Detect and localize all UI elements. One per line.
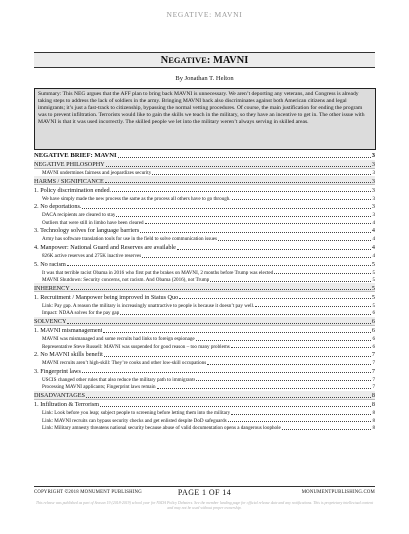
toc-page-number: 6 — [372, 343, 375, 350]
toc-page-number: 3 — [371, 152, 375, 159]
toc-entry[interactable] — [34, 343, 375, 350]
toc-leader-dots — [118, 157, 371, 158]
toc-leader-dots — [82, 372, 371, 373]
toc-leader-dots — [112, 191, 371, 192]
title-smallcaps: EGATIVE — [168, 55, 207, 65]
toc-entry[interactable] — [34, 260, 375, 268]
toc-page-number: 4 — [372, 253, 375, 259]
toc-entry-title: MAVNI recruits aren’t high-skill: They’re cooks and other low-skill occupations — [42, 360, 207, 367]
toc-entry[interactable] — [34, 160, 375, 168]
toc-leader-dots — [207, 364, 371, 365]
toc-leader-dots — [228, 421, 372, 422]
toc-entry[interactable] — [34, 417, 375, 424]
toc-entry[interactable] — [34, 235, 375, 242]
toc-entry[interactable] — [34, 409, 375, 416]
toc-leader-dots — [106, 166, 371, 167]
toc-entry[interactable] — [34, 359, 375, 366]
toc-leader-dots — [86, 397, 371, 398]
toc-page-number: 5 — [371, 293, 375, 301]
toc-page-number: 5 — [372, 302, 375, 309]
toc-leader-dots — [103, 332, 370, 333]
toc-leader-dots — [82, 208, 370, 209]
document-title — [34, 52, 375, 68]
toc-entry-title: 3. Technology solves for language barriers — [34, 227, 140, 235]
toc-leader-dots — [274, 273, 371, 274]
toc-entry[interactable] — [34, 309, 375, 316]
toc-entry-title: INHERENCY — [34, 284, 70, 292]
toc-entry-title: 826K active reserves and 275K inactive reserves — [42, 253, 142, 259]
toc-leader-dots — [67, 265, 371, 266]
toc-page-number: 3 — [372, 170, 375, 176]
toc-entry[interactable] — [34, 391, 375, 399]
toc-leader-dots — [196, 340, 372, 341]
toc-page-number: 7 — [372, 376, 375, 383]
toc-entry-title: We have simply made the new process the same as the process all others have to go through. — [42, 195, 231, 202]
toc-page-number: 4 — [371, 227, 375, 235]
toc-entry-title: It was that terrible racist Obama in 2016 who first put the brakes on MAVNI, 2 months before Trump was elected — [42, 269, 274, 276]
toc-entry-title: 4. Manpower: National Guard and Reserves are available — [34, 244, 176, 251]
toc-entry-title: HARMS / SIGNIFICANCE — [34, 177, 104, 185]
toc-page-number: 8 — [372, 417, 375, 424]
toc-entry-title: 5. No racism — [34, 260, 66, 268]
toc-page-number: 7 — [372, 384, 375, 391]
toc-entry[interactable] — [34, 202, 375, 210]
toc-leader-dots — [142, 257, 371, 258]
toc-entry[interactable] — [34, 276, 375, 283]
toc-entry-title: Link: MAVNI recruits can bypass security checks and get enlisted despite DoD safeguards — [42, 417, 227, 424]
toc-page-number: 4 — [372, 219, 375, 226]
footer-website: MONUMENTPUBLISHING.COM — [301, 490, 375, 495]
toc-page-number: 8 — [371, 392, 375, 399]
toc-page-number: 7 — [372, 360, 375, 367]
toc-entry-title: MAVNI was mismanaged and some recruits had links to foreign espionage — [42, 336, 195, 342]
toc-entry-title: 1. Recruitment / Manpower being improved in Status Quo — [34, 293, 179, 301]
toc-page-number: 3 — [371, 161, 375, 168]
toc-leader-dots — [140, 232, 371, 233]
toc-leader-dots — [218, 240, 371, 241]
toc-page-number: 4 — [371, 244, 375, 251]
toc-entry-title: Impact: NDAA solves for the pay gap — [42, 310, 120, 317]
toc-page-number: 8 — [372, 410, 375, 416]
toc-entry-title: 2. No deportations. — [34, 203, 82, 211]
toc-entry[interactable] — [34, 226, 375, 234]
toc-entry-title: MAVNI Shutdown: Security concerns, not racism. And Obama (2016), not Trump — [42, 277, 210, 284]
toc-entry-title: Link: Pay gap. A reason the military is increasingly unattractive to people is because it doesn’t pay well. — [42, 302, 255, 309]
toc-entry-title: 1. Policy discrimination ended. — [34, 186, 112, 194]
toc-entry-title: DISADVANTAGES — [34, 392, 85, 399]
copyright-notice: This release was published as part of Season 19 (2018-2019) school year for NSDA Policy Debaters. See the member landing page for official release date and any notifications. This is proprietary intellectual content and may not be used without proper ownership. — [35, 501, 374, 510]
toc-page-number: 7 — [371, 367, 375, 375]
summary-box: Summary: This NEG argues that the AFF plan to bring back MAVNI is unnecessary. We aren’t deporting any veterans, and Congress is already taking steps to address the lack of soldiers in the army. Bringing MAVNI back also discriminates against both American citizens and legal immigrants; it’s just a fast-track to citizenship, bypassing the normal vetting procedures. Of course, the main justification for ending the program was to prevent infiltration. Terrorists would like to gain the skills we teach in the military, so they have an incentive to get in. The other issue with MAVNI is that it was used incorrectly. The skilled people we let into the military weren’t always serving in skilled areas. — [34, 88, 376, 150]
toc-leader-dots — [210, 281, 371, 282]
toc-entry[interactable] — [34, 302, 375, 309]
toc-entry-title: 2. No MAVNI skills benefit — [34, 351, 103, 359]
toc-entry[interactable] — [34, 400, 375, 408]
toc-leader-dots — [232, 199, 372, 200]
toc-entry-title: SOLVENCY — [34, 318, 67, 325]
toc-page-number: 5 — [371, 260, 375, 268]
footer-rule — [34, 486, 375, 487]
toc-leader-dots — [282, 429, 372, 430]
toc-page-number: 5 — [372, 277, 375, 284]
toc-leader-dots — [231, 414, 371, 415]
toc-entry-title: 3. Fingerprint laws — [34, 367, 81, 375]
running-header: NEGATIVE: MAVNI — [166, 10, 243, 19]
toc-page-number: 5 — [372, 269, 375, 276]
toc-page-number: 6 — [371, 327, 375, 334]
toc-entry-title: Representative Steve Russell: MAVNI was suspended for good reason – too many problems — [42, 343, 230, 350]
toc-leader-dots — [71, 289, 371, 290]
toc-entry-title: Outliers that were still in limbo have been cleared — [42, 219, 144, 226]
toc-page-number: 6 — [371, 318, 375, 325]
footer-page-number: PAGE 1 OF 14 — [177, 488, 232, 497]
toc-entry[interactable] — [34, 335, 375, 342]
toc-page-number: 5 — [371, 284, 375, 292]
toc-leader-dots — [231, 347, 372, 348]
toc-entry[interactable] — [34, 177, 375, 185]
toc-entry-title: Processing MAVNI applicants; Fingerprint laws remain — [42, 384, 156, 391]
toc-entry[interactable] — [34, 350, 375, 358]
toc-entry[interactable] — [34, 293, 375, 301]
toc-entry[interactable] — [34, 367, 375, 375]
toc-entry-title: USCIS changed other rules that also reduce the military path to immigrants — [42, 376, 196, 383]
toc-entry-title: Link: Look before you leap; subject people to screening before letting them into the military — [42, 410, 231, 416]
toc-leader-dots — [152, 174, 371, 175]
toc-page-number: 4 — [372, 236, 375, 243]
title-suffix: : MAVNI — [206, 55, 249, 66]
toc-entry[interactable] — [34, 243, 375, 251]
toc-entry[interactable] — [34, 269, 375, 276]
toc-entry-title: DACA recipients are cleared to stay — [42, 212, 116, 219]
toc-entry[interactable] — [34, 169, 375, 176]
toc-entry[interactable] — [34, 195, 375, 202]
toc-entry-title: 1. MAVNI mismanagement — [34, 327, 103, 334]
toc-entry-title: MAVNI undermines fairness and jeopardizes security — [42, 170, 152, 176]
toc-leader-dots — [145, 223, 372, 224]
toc-leader-dots — [196, 380, 371, 381]
toc-leader-dots — [120, 314, 371, 315]
toc-leader-dots — [157, 388, 372, 389]
toc-entry[interactable] — [34, 151, 375, 159]
toc-entry-title: NEGATIVE PHILOSOPHY — [34, 161, 105, 168]
toc-entry[interactable] — [34, 211, 375, 218]
toc-entry-title: 1. Infiltration & Terrorism — [34, 401, 100, 408]
toc-leader-dots — [104, 356, 371, 357]
toc-leader-dots — [67, 323, 370, 324]
toc-entry[interactable] — [34, 317, 375, 325]
toc-leader-dots — [255, 306, 371, 307]
toc-page-number: 3 — [371, 177, 375, 185]
toc-page-number: 6 — [372, 310, 375, 317]
toc-entry-title: Army has software translation tools for use in the field to solve communication issues — [42, 236, 217, 243]
toc-page-number: 3 — [372, 212, 375, 219]
toc-leader-dots — [116, 216, 371, 217]
toc-entry[interactable] — [34, 219, 375, 226]
toc-entry[interactable] — [34, 376, 375, 383]
toc-entry[interactable] — [34, 326, 375, 334]
toc-leader-dots — [177, 249, 371, 250]
toc-entry-title: NEGATIVE BRIEF: MAVNI — [34, 152, 117, 159]
byline: By Jonathan T. Helton — [175, 75, 234, 82]
toc-entry[interactable] — [34, 284, 375, 292]
footer-copyright: COPYRIGHT ©2018 MONUMENT PUBLISHING — [34, 490, 142, 495]
toc-page-number: 7 — [371, 351, 375, 359]
toc-entry[interactable] — [34, 424, 375, 431]
toc-page-number: 8 — [372, 425, 375, 432]
toc-entry[interactable] — [34, 383, 375, 390]
toc-entry[interactable] — [34, 252, 375, 259]
toc-page-number: 3 — [371, 203, 375, 211]
toc-page-number: 6 — [372, 336, 375, 342]
title-initial: N — [160, 55, 169, 66]
toc-leader-dots — [100, 406, 371, 407]
toc-page-number: 8 — [371, 401, 375, 408]
toc-leader-dots — [179, 298, 371, 299]
toc-page-number: 3 — [371, 186, 375, 194]
toc-page-number: 3 — [372, 195, 375, 202]
toc-entry-title: Link: Military amnesty threatens national security because abuse of valid documentation opens a dangerous loophole — [42, 425, 281, 432]
toc-leader-dots — [105, 182, 371, 183]
toc-entry[interactable] — [34, 186, 375, 194]
